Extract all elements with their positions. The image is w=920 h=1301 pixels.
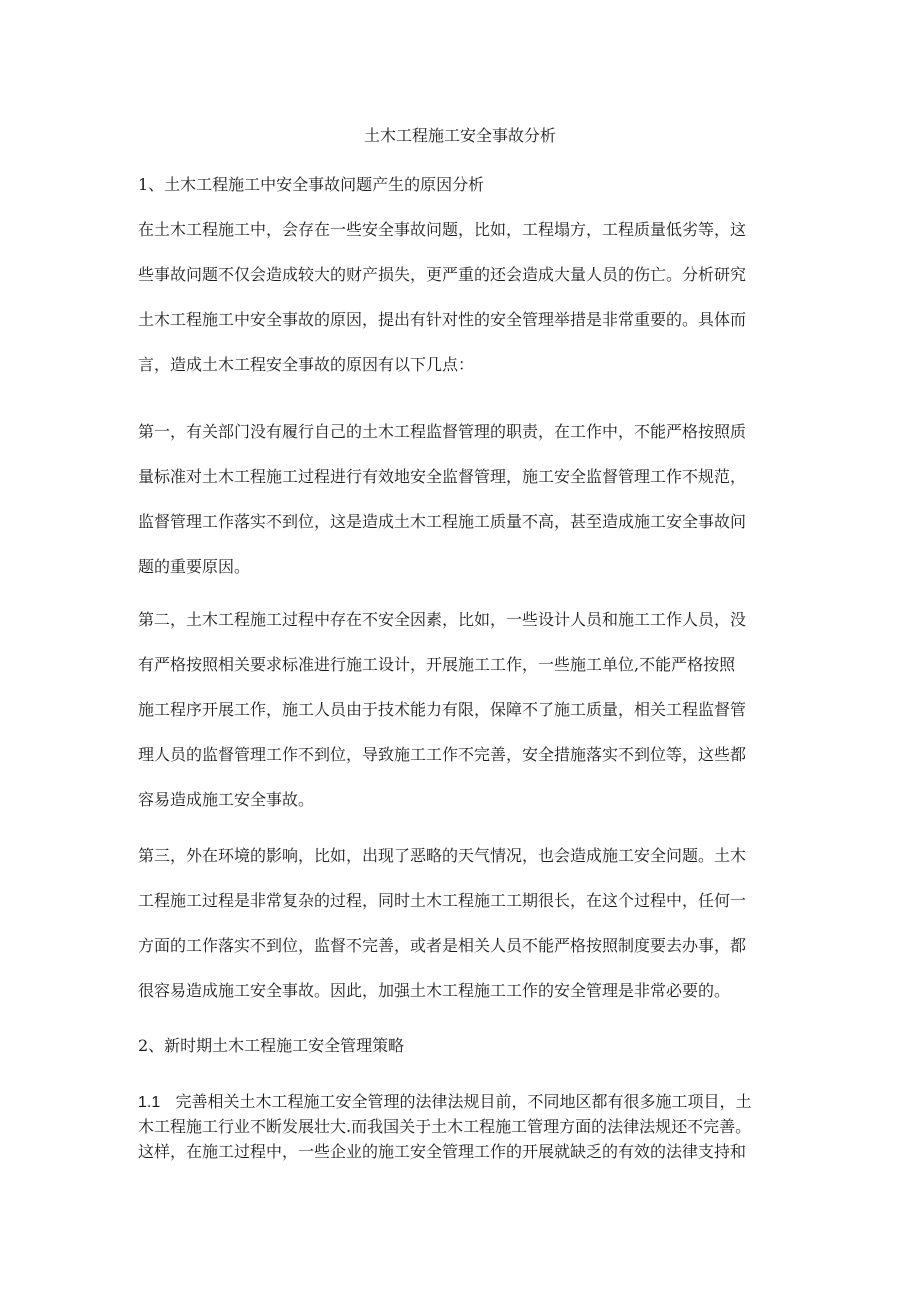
paragraph-line-text: 完善相关土木工程施工安全管理的法律法规目前，不同地区都有很多施工项目，土 — [175, 1092, 752, 1111]
third-reason-paragraph — [138, 833, 790, 1013]
paragraph-line: 言，造成土木工程安全事故的原因有以下几点： — [138, 355, 475, 374]
paragraph-line: 这样，在施工过程中，一些企业的施工安全管理工作的开展就缺乏的有效的法律支持和 — [138, 1142, 747, 1161]
paragraph-line: 工程施工过程是非常复杂的过程，同时土木工程施工工期很长，在这个过程中，任何一 — [138, 891, 747, 910]
paragraph-line: 第三，外在环境的影响，比如，出现了恶略的天气情况，也会造成施工安全问题。土木 — [138, 846, 747, 865]
second-reason-paragraph — [138, 597, 790, 822]
paragraph-line: 方面的工作落实不到位，监督不完善，或者是相关人员不能严格按照制度要去办事，都 — [138, 936, 747, 955]
paragraph-line: 在土木工程施工中，会存在一些安全事故问题，比如，工程塌方，工程质量低劣等，这 — [138, 220, 747, 239]
paragraph-line: 量标准对土木工程施工过程进行有效地安全监督管理，施工安全监督管理工作不规范， — [138, 467, 747, 486]
paragraph-line: 很容易造成施工安全事故。因此，加强土木工程施工工作的安全管理是非常必要的。 — [138, 981, 731, 1000]
paragraph-line: 木工程施工行业不断发展壮大.而我国关于土木工程施工管理方面的法律法规还不完善。 — [138, 1117, 752, 1136]
paragraph-line: 第二，土木工程施工过程中存在不安全因素，比如，一些设计人员和施工工作人员，没 — [138, 610, 747, 629]
paragraph-line — [138, 1089, 790, 1114]
section-1-heading: 1、土木工程施工中安全事故问题产生的原因分析 — [138, 175, 485, 194]
paragraph-line: 土木工程施工中安全事故的原因，提出有针对性的安全管理举措是非常重要的。具体而 — [138, 310, 747, 329]
paragraph-line: 些事故问题不仅会造成较大的财产损失，更严重的还会造成大量人员的伤亡。分析研究 — [138, 265, 747, 284]
subsection-number: 1.1 — [138, 1094, 161, 1111]
paragraph-line: 理人员的监督管理工作不到位，导致施工工作不完善，安全措施落实不到位等，这些都 — [138, 745, 747, 764]
subsection-1-1-paragraph — [138, 1089, 790, 1164]
paragraph-line: 容易造成施工安全事故。 — [138, 790, 315, 809]
document-title: 土木工程施工安全事故分析 — [363, 126, 556, 145]
first-reason-paragraph — [138, 409, 790, 589]
paragraph-line: 题的重要原因。 — [138, 557, 251, 576]
paragraph-line: 监督管理工作落实不到位，这是造成土木工程施工质量不高，甚至造成施工安全事故问 — [138, 512, 747, 531]
paragraph-line: 有严格按照相关要求标准进行施工设计，开展施工工作，一些施工单位,不能严格按照 — [138, 655, 736, 674]
section-2-heading: 2、新时期土木工程施工安全管理策略 — [138, 1036, 405, 1055]
paragraph-line: 第一，有关部门没有履行自己的土木工程监督管理的职责，在工作中，不能严格按照质 — [138, 422, 747, 441]
paragraph-line: 施工程序开展工作，施工人员由于技术能力有限，保障不了施工质量，相关工程监督管 — [138, 700, 747, 719]
section-1-intro-paragraph — [138, 207, 790, 387]
